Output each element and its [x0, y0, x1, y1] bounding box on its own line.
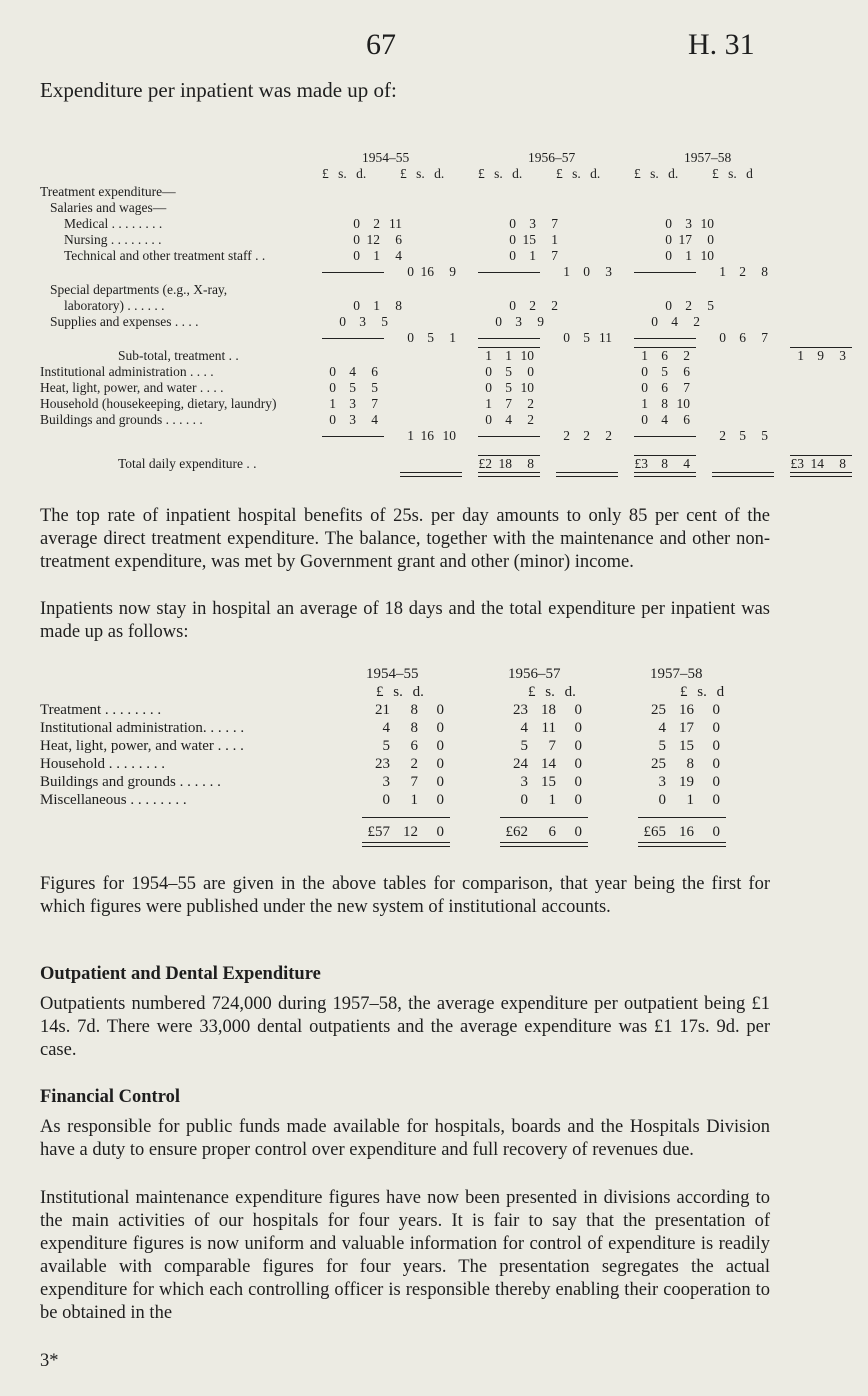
- amount-cell: [722, 314, 800, 330]
- amount-cell: [556, 380, 634, 396]
- year-header: 1956–57: [508, 666, 561, 682]
- amount-cell: [712, 348, 790, 364]
- total-expenditure-table: [40, 665, 818, 841]
- row-label: Buildings and grounds . . . . . .: [40, 774, 221, 790]
- amount-cell: 0 2 5: [665, 298, 714, 313]
- amount-cell: [478, 428, 556, 444]
- row-label: Nursing . . . . . . . .: [64, 232, 162, 247]
- table-row: [40, 412, 868, 428]
- paragraph-benefits: The top rate of inpatient hospital benefits of 25s. per day amounts to only 85 per cent of the average direct treatment expenditure. The balance, together with the maintenance and other non-treatment expenditure, was met by Government grant and other (minor) income.: [40, 506, 770, 572]
- amount-cell: [400, 348, 478, 364]
- amount-cell: 0 2 2: [509, 298, 558, 313]
- page-footer-mark: 3*: [40, 1351, 59, 1371]
- amount-cell: [580, 248, 658, 264]
- amount-cell: 0 2 11: [353, 216, 402, 231]
- amount-cell: 0 1 8: [353, 298, 402, 313]
- amount-cell: 0 1 0: [382, 792, 444, 808]
- amount-cell: 0 3 10: [665, 216, 714, 231]
- amount-cell: [488, 282, 566, 298]
- row-label: Institutional administration. . . . . .: [40, 720, 245, 736]
- paragraph-outpatient: Outpatients numbered 724,000 during 1957–58, the average expenditure per outpatient being £1 14s. 7d. There were 33,000 dental outpatients and the average expenditure was £1 17s. 9d. per case.: [40, 994, 770, 1060]
- amount-cell: [556, 412, 634, 428]
- amount-cell: [400, 456, 478, 472]
- amount-cell: 0 1 7: [509, 248, 558, 263]
- amount-cell: [478, 330, 556, 346]
- amount-cell: [556, 396, 634, 412]
- amount-cell: [566, 282, 644, 298]
- amount-cell: 0 3 5: [339, 314, 388, 329]
- amount-cell: [410, 282, 488, 298]
- paragraph-inpatient-stay: Inpatients now stay in hospital an average of 18 days and the total expenditure per inpatient was made up as follows:: [40, 599, 770, 642]
- total-cell: £62 6 0: [500, 823, 638, 841]
- amount-cell: [424, 216, 502, 232]
- page-number: 67: [366, 28, 396, 61]
- amount-cell: 1 1 10: [478, 348, 556, 364]
- amount-cell: 4 17 0: [658, 720, 720, 736]
- amount-cell: [736, 216, 814, 232]
- amount-cell: 0 6 7: [719, 330, 768, 345]
- amount-cell: 0 6 7: [641, 380, 690, 395]
- table-row: [40, 216, 868, 232]
- amount-cell: [634, 428, 712, 444]
- amount-cell: [644, 200, 722, 216]
- table-row: [40, 380, 868, 396]
- amount-cell: 0 1 0: [520, 792, 582, 808]
- amount-cell: 3 7 0: [382, 774, 444, 790]
- amount-cell: [322, 184, 400, 200]
- unit-header: £ s. d.: [478, 166, 523, 181]
- row-label: Institutional administration . . . .: [40, 364, 214, 379]
- table-row: [40, 428, 868, 444]
- amount-cell: 1 3 7: [329, 396, 378, 411]
- unit-header: £ s. d.: [556, 166, 601, 181]
- amount-cell: [322, 264, 400, 280]
- document-reference: H. 31: [688, 28, 755, 61]
- amount-cell: 1 6 2: [634, 348, 712, 364]
- amount-cell: [736, 232, 814, 248]
- amount-cell: £3 14 8: [790, 456, 868, 472]
- amount-cell: [556, 348, 634, 364]
- amount-cell: 0 1 4: [353, 248, 402, 263]
- table-row: [40, 298, 868, 314]
- table-row: [40, 737, 818, 755]
- unit-header: £ s. d.: [400, 166, 445, 181]
- amount-cell: 1 8 10: [641, 396, 690, 411]
- amount-cell: [722, 200, 800, 216]
- unit-header: £ s. d.: [376, 684, 424, 700]
- paragraph-maintenance: Institutional maintenance expenditure figures have now been presented in divisions according to the main activities of our hospitals for four years. It is fair to say that the presentation of expenditure figures is now uniform and valuable information for control of expenditure is readily available with comparable figures for four years. The presentation segregates the actual expenditure for which each controlling officer is responsible thereby enabling their cooperation to be obtained in the: [40, 1188, 770, 1323]
- amount-cell: 0 1 10: [665, 248, 714, 263]
- amount-cell: [712, 364, 790, 380]
- unit-header: £ s. d: [680, 684, 725, 700]
- row-label: Technical and other treatment staff . .: [64, 248, 266, 263]
- amount-cell: [400, 396, 478, 412]
- amount-cell: [736, 248, 814, 264]
- amount-cell: 0 3 7: [509, 216, 558, 231]
- amount-cell: 3 19 0: [658, 774, 720, 790]
- row-label: Supplies and expenses . . . .: [50, 314, 199, 329]
- table-row: [40, 282, 868, 298]
- row-label: Heat, light, power, and water . . . .: [40, 380, 224, 395]
- table-row: [40, 791, 818, 809]
- amount-cell: [332, 282, 410, 298]
- row-label: Household . . . . . . . .: [40, 756, 165, 772]
- year-header: 1956–57: [528, 150, 576, 165]
- amount-cell: 3 15 0: [520, 774, 582, 790]
- table-row: [40, 248, 868, 264]
- table-row: [40, 456, 868, 472]
- amount-cell: [566, 314, 644, 330]
- table-row: [40, 232, 868, 248]
- amount-cell: 4 8 0: [382, 720, 444, 736]
- amount-cell: [580, 232, 658, 248]
- row-label: Special departments (e.g., X-ray,: [50, 282, 228, 297]
- row-label: Total daily expenditure . .: [118, 456, 257, 471]
- amount-cell: 1 7 2: [485, 396, 534, 411]
- amount-cell: [400, 364, 478, 380]
- amount-cell: £2 18 8: [478, 456, 556, 472]
- amount-cell: [736, 298, 814, 314]
- amount-cell: 25 8 0: [651, 756, 720, 772]
- amount-cell: [400, 412, 478, 428]
- amount-cell: 1 16 10: [407, 428, 456, 443]
- row-label: Heat, light, power, and water . . . .: [40, 738, 244, 754]
- amount-cell: [424, 298, 502, 314]
- amount-cell: 23 18 0: [513, 702, 582, 718]
- amount-cell: 0 15 1: [509, 232, 558, 247]
- amount-cell: [424, 232, 502, 248]
- amount-cell: 0 4 2: [485, 412, 534, 427]
- year-header: 1957–58: [684, 150, 732, 165]
- table-row: [40, 396, 868, 412]
- amount-cell: [322, 330, 400, 346]
- amount-cell: 0 5 5: [329, 380, 378, 395]
- amount-cell: 24 14 0: [513, 756, 582, 772]
- amount-cell: 1 9 3: [790, 348, 868, 364]
- amount-cell: 0 5 11: [563, 330, 612, 345]
- amount-cell: [400, 380, 478, 396]
- total-cell: £65 16 0: [638, 823, 776, 841]
- amount-cell: [580, 298, 658, 314]
- amount-cell: [712, 184, 790, 200]
- row-label: Buildings and grounds . . . . . .: [40, 412, 203, 427]
- amount-cell: 0 4 2: [651, 314, 700, 329]
- amount-cell: 2 2 2: [563, 428, 612, 443]
- amount-cell: 5 6 0: [382, 738, 444, 754]
- amount-cell: [580, 216, 658, 232]
- row-label: Medical . . . . . . . .: [64, 216, 163, 231]
- row-label: [40, 264, 322, 280]
- amount-cell: [400, 184, 478, 200]
- amount-cell: 4 11 0: [520, 720, 582, 736]
- year-header: 1954–55: [366, 666, 419, 682]
- row-label: [40, 428, 322, 444]
- unit-header: £ s. d: [712, 166, 753, 181]
- amount-cell: [424, 248, 502, 264]
- amount-cell: [410, 200, 488, 216]
- unit-header: £ s. d.: [322, 166, 367, 181]
- amount-cell: [410, 314, 488, 330]
- row-label: Salaries and wages—: [50, 200, 167, 215]
- amount-cell: 2 5 5: [719, 428, 768, 443]
- total-cell: £57 12 0: [362, 823, 500, 841]
- unit-header: £ s. d.: [634, 166, 679, 181]
- year-header: 1957–58: [650, 666, 703, 682]
- amount-cell: 0 1 0: [658, 792, 720, 808]
- unit-header: £ s. d.: [528, 684, 576, 700]
- amount-cell: 5 15 0: [658, 738, 720, 754]
- amount-cell: [556, 456, 634, 472]
- amount-cell: 5 7 0: [520, 738, 582, 754]
- amount-cell: [322, 428, 400, 444]
- table-row: [40, 719, 818, 737]
- amount-cell: [712, 380, 790, 396]
- paragraph-comparison: Figures for 1954–55 are given in the above tables for comparison, that year being the first for which figures were published under the new system of institutional accounts.: [40, 874, 770, 917]
- table-row: [40, 184, 868, 200]
- heading-financial-control: Financial Control: [40, 1087, 180, 1107]
- amount-cell: [478, 184, 556, 200]
- table-row: [40, 264, 868, 280]
- amount-cell: [556, 364, 634, 380]
- amount-cell: 0 12 6: [353, 232, 402, 247]
- amount-cell: [478, 264, 556, 280]
- amount-cell: 0 16 9: [407, 264, 456, 279]
- amount-cell: 0 5 6: [641, 364, 690, 379]
- row-label: Treatment . . . . . . . .: [40, 702, 162, 718]
- amount-cell: [644, 282, 722, 298]
- table-row: [40, 200, 868, 216]
- table-row: [40, 348, 868, 364]
- amount-cell: 0 5 1: [407, 330, 456, 345]
- heading-outpatient: Outpatient and Dental Expenditure: [40, 964, 321, 984]
- row-label: Treatment expenditure—: [40, 184, 176, 199]
- amount-cell: 23 2 0: [375, 756, 444, 772]
- amount-cell: 25 16 0: [651, 702, 720, 718]
- table-row: [40, 314, 868, 330]
- expenditure-breakdown-table: [40, 150, 868, 472]
- amount-cell: [722, 282, 800, 298]
- amount-cell: 0 5 10: [485, 380, 534, 395]
- amount-cell: [712, 396, 790, 412]
- row-label: laboratory) . . . . . .: [64, 298, 165, 313]
- amount-cell: [556, 184, 634, 200]
- amount-cell: 0 4 6: [641, 412, 690, 427]
- amount-cell: 1 2 8: [719, 264, 768, 279]
- row-label: [40, 330, 322, 346]
- amount-cell: 0 5 0: [485, 364, 534, 379]
- year-header: 1954–55: [362, 150, 410, 165]
- amount-cell: [712, 412, 790, 428]
- amount-cell: 0 3 4: [329, 412, 378, 427]
- table-row: [40, 330, 868, 346]
- table1-title: Expenditure per inpatient was made up of:: [40, 78, 397, 102]
- row-label: Household (housekeeping, dietary, laundry): [40, 396, 277, 411]
- amount-cell: [712, 456, 790, 472]
- table-row: [40, 364, 868, 380]
- amount-cell: £3 8 4: [634, 456, 712, 472]
- amount-cell: [566, 200, 644, 216]
- table-row: [40, 755, 818, 773]
- amount-cell: [634, 264, 712, 280]
- amount-cell: [332, 200, 410, 216]
- amount-cell: 1 0 3: [563, 264, 612, 279]
- paragraph-responsibility: As responsible for public funds made available for hospitals, boards and the Hospitals Division have a duty to ensure proper control over expenditure and full recovery of revenues due.: [40, 1117, 770, 1160]
- amount-cell: [634, 330, 712, 346]
- row-label: Miscellaneous . . . . . . . .: [40, 792, 187, 808]
- row-label: Sub-total, treatment . .: [118, 348, 239, 363]
- amount-cell: 0 17 0: [665, 232, 714, 247]
- amount-cell: [488, 200, 566, 216]
- amount-cell: 0 3 9: [495, 314, 544, 329]
- amount-cell: [634, 184, 712, 200]
- amount-cell: 0 4 6: [329, 364, 378, 379]
- table-row: [40, 701, 818, 719]
- amount-cell: 21 8 0: [375, 702, 444, 718]
- table-row: [40, 773, 818, 791]
